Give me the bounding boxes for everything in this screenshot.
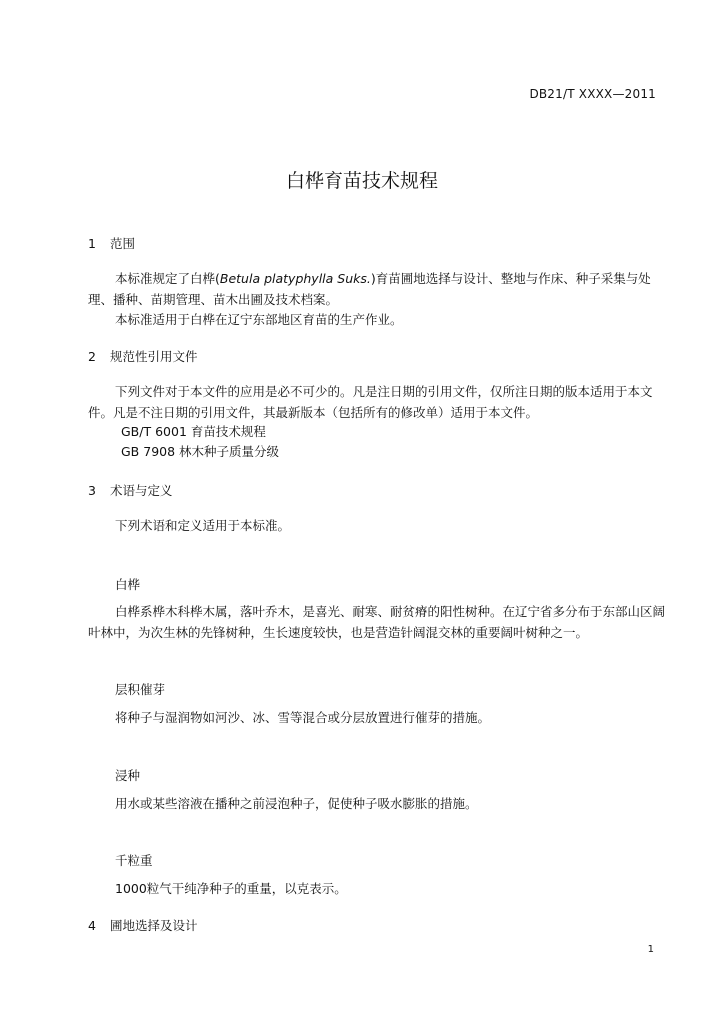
section-title: 规范性引用文件 [110,349,198,364]
reference-item: GB/T 6001 育苗技术规程 [121,424,266,439]
term-definition: 白桦系桦木科桦木属，落叶乔木，是喜光、耐寒、耐贫瘠的阳性树种。在辽宁省多分布于东部山区阔叶林中，为次生林的先锋树种，生长速度较快，也是营造针阔混交林的重要阔叶树种之一。 [88,604,666,640]
section-number: 1 [88,236,96,251]
scope-paragraph-2: 本标准适用于白桦在辽宁东部地区育苗的生产作业。 [115,312,403,327]
scope-text-before: 本标准规定了白桦( [115,271,220,286]
term-title: 浸种 [115,768,141,783]
scope-text-after: )育苗圃地选择与设计、整地与作床、种子采集与处理、播种、苗期管理、苗木出圃及技术档案。 [88,271,651,307]
term-title: 白桦 [115,577,141,592]
terms-intro: 下列术语和定义适用于本标准。 [115,518,291,533]
section-1-heading [88,234,135,252]
section-number: 4 [88,918,96,933]
term-definition: 用水或某些溶液在播种之前浸泡种子，促使种子吸水膨胀的措施。 [115,796,478,811]
document-code: DB21/T XXXX—2011 [529,87,656,101]
section-number: 3 [88,483,96,498]
references-intro: 下列文件对于本文件的应用是必不可少的。凡是注日期的引用文件，仅所注日期的版本适用于本文件。凡是不注日期的引用文件，其最新版本（包括所有的修改单）适用于本文件。 [88,384,653,420]
section-title: 术语与定义 [110,483,173,498]
term-title: 层积催芽 [115,682,166,697]
section-title: 圃地选择及设计 [110,918,198,933]
term-definition: 1000粒气干纯净种子的重量，以克表示。 [115,881,347,896]
scientific-name: Betula platyphylla Suks. [219,271,371,286]
page-title: 白桦育苗技术规程 [285,170,438,192]
page-number: 1 [647,944,654,955]
section-3-heading [88,481,173,499]
scope-paragraph-1 [88,268,668,310]
section-2-heading [88,347,198,365]
section-4-heading [88,916,198,934]
reference-item: GB 7908 林木种子质量分级 [121,444,280,459]
term-definition: 将种子与湿润物如河沙、冰、雪等混合或分层放置进行催芽的措施。 [115,710,491,725]
term-title: 千粒重 [115,853,153,868]
section-number: 2 [88,349,96,364]
section-title: 范围 [110,236,136,251]
